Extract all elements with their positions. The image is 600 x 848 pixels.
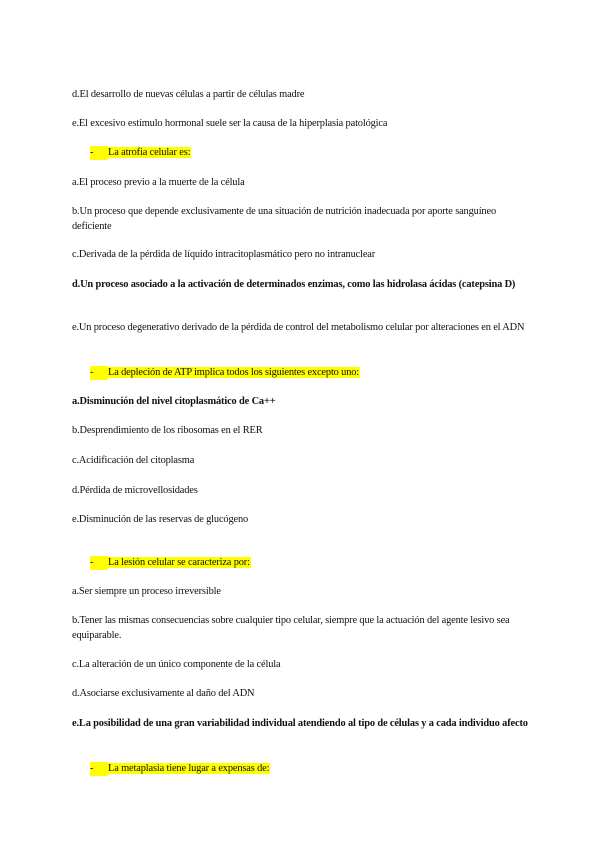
answer-option: c.La alteración de un único componente de la célula bbox=[72, 659, 281, 670]
answer-option: b.Desprendimiento de los ribosomas en el RER bbox=[72, 425, 263, 436]
answer-option: e.El excesivo estímulo hormonal suele ser la causa de la hiperplasia patológica bbox=[72, 118, 388, 129]
answer-option: a.Ser siempre un proceso irreversible bbox=[72, 586, 221, 597]
question-text: La metaplasia tiene lugar a expensas de: bbox=[108, 763, 270, 774]
question-heading bbox=[90, 366, 360, 380]
answer-option: e.Disminución de las reservas de glucógeno bbox=[72, 514, 249, 525]
question-text: La depleción de ATP implica todos los siguientes excepto uno: bbox=[108, 367, 360, 378]
answer-option: d.Asociarse exclusivamente al daño del ADN bbox=[72, 688, 255, 699]
answer-option: c.Derivada de la pérdida de líquido intracitoplasmático pero no intranuclear bbox=[72, 249, 376, 260]
correct-answer-option: e.La posibilidad de una gran variabilidad individual atendiendo al tipo de células y a cada individuo afecto bbox=[72, 718, 528, 729]
answer-option: b.Tener las mismas consecuencias sobre cualquier tipo celular, siempre que la actuación del agente lesivo sea equiparable. bbox=[72, 615, 510, 641]
question-heading bbox=[90, 556, 251, 570]
question-text: La atrofia celular es: bbox=[108, 147, 191, 158]
question-heading bbox=[90, 146, 191, 160]
list-dash: - bbox=[90, 146, 108, 160]
list-dash: - bbox=[90, 366, 108, 380]
answer-option: e.Un proceso degenerativo derivado de la pérdida de control del metabolismo celular por alteraciones en el ADN bbox=[72, 322, 525, 333]
list-dash: - bbox=[90, 556, 108, 570]
answer-option: d.El desarrollo de nuevas células a partir de células madre bbox=[72, 89, 305, 100]
answer-option: b.Un proceso que depende exclusivamente de una situación de nutrición inadecuada por aporte sanguíneo deficiente bbox=[72, 206, 496, 232]
question-heading bbox=[90, 762, 270, 776]
answer-option: c.Acidificación del citoplasma bbox=[72, 455, 195, 466]
answer-option: a.El proceso previo a la muerte de la célula bbox=[72, 177, 245, 188]
correct-answer-option: a.Disminución del nivel citoplasmático de Ca++ bbox=[72, 396, 276, 407]
answer-option: d.Pérdida de microvellosidades bbox=[72, 485, 198, 496]
question-text: La lesión celular se caracteriza por: bbox=[108, 557, 250, 568]
list-dash: - bbox=[90, 762, 108, 776]
correct-answer-option: d.Un proceso asociado a la activación de determinados enzimas, como las hidrolasa ácidas (catepsina D) bbox=[72, 279, 516, 290]
